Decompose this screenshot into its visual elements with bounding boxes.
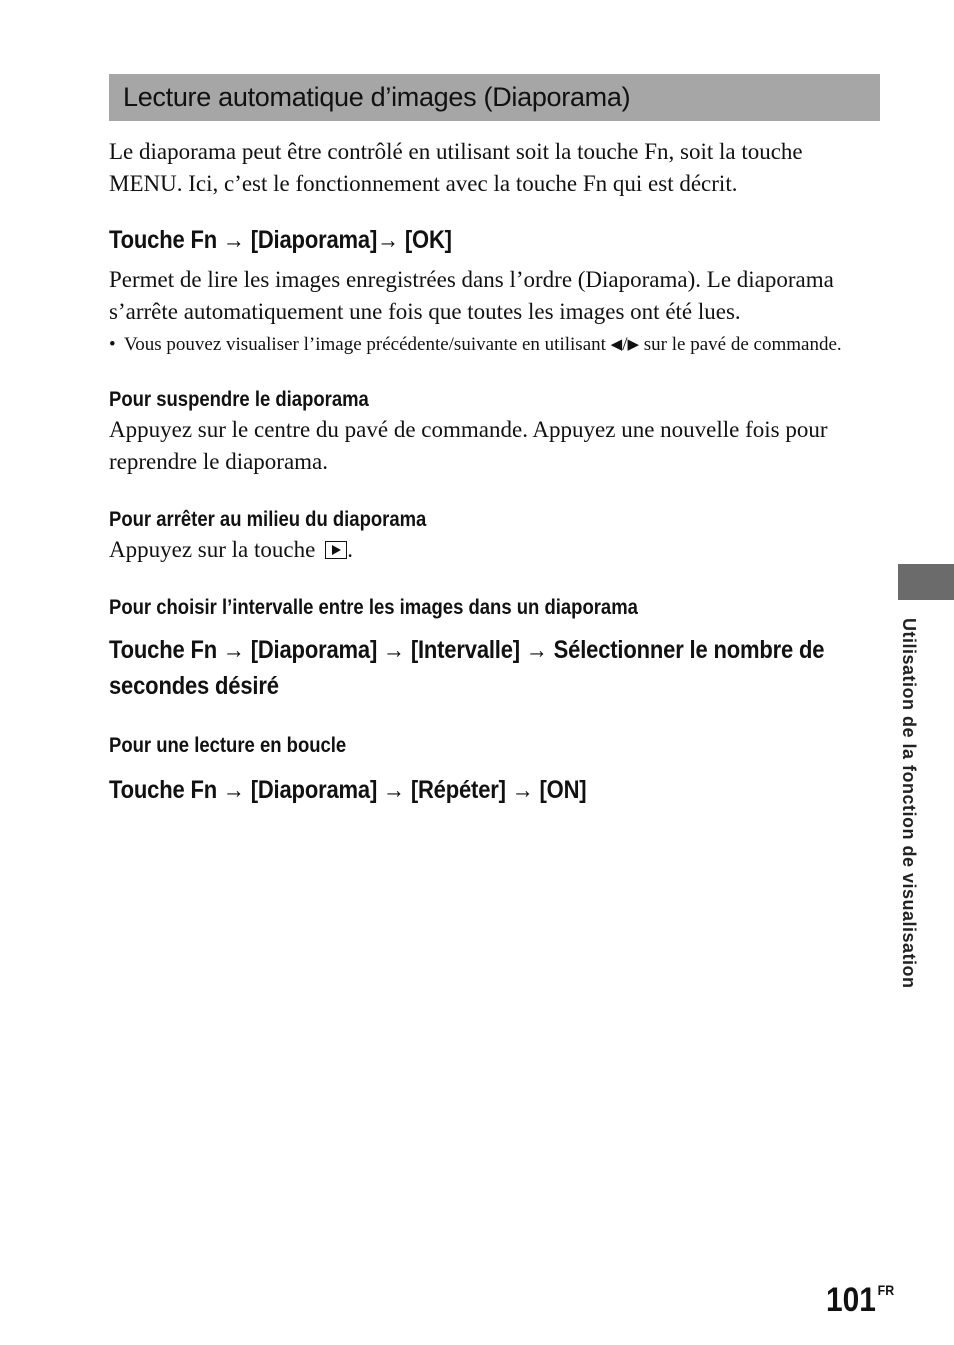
page-content bbox=[109, 136, 881, 808]
note-text-after: sur le pavé de commande. bbox=[639, 334, 842, 355]
repeat-heading: Pour une lecture en boucle bbox=[109, 734, 347, 757]
command-ok-heading: Touche Fn → [Diaporama]→ [OK] bbox=[109, 226, 452, 254]
note-bullet: • bbox=[109, 334, 116, 355]
interval-command: Touche Fn → [Diaporama] → [Intervalle] → Sélectionner le nombre de secondes désiré bbox=[109, 636, 825, 700]
description-paragraph: Permet de lire les images enregistrées dans l’ordre (Diaporama). Le diaporama s’arrête automatiquement une fois que toutes les images ont été lues. bbox=[109, 267, 834, 324]
side-label-container bbox=[896, 618, 922, 1048]
interval-heading: Pour choisir l’intervalle entre les images dans un diaporama bbox=[109, 596, 638, 619]
left-triangle-icon: ◀ bbox=[610, 337, 623, 353]
playback-button-icon bbox=[325, 541, 347, 559]
page-language-code: FR bbox=[877, 1282, 895, 1298]
chapter-side-label: Utilisation de la fonction de visualisation bbox=[899, 618, 919, 989]
stop-text-after: . bbox=[347, 537, 354, 562]
stop-text bbox=[109, 534, 881, 566]
page-number-value: 101 bbox=[826, 1281, 876, 1319]
pause-text: Appuyez sur le centre du pavé de commande. Appuyez une nouvelle fois pour reprendre le diaporama. bbox=[109, 417, 828, 474]
note-text-before: Vous pouvez visualiser l’image précédente/suivante en utilisant bbox=[124, 334, 611, 355]
note-slash: / bbox=[622, 334, 628, 355]
intro-paragraph: Le diaporama peut être contrôlé en utilisant soit la touche Fn, soit la touche MENU. Ici, c’est le fonctionnement avec la touche Fn qui est décrit. bbox=[109, 139, 803, 196]
stop-text-before: Appuyez sur la touche bbox=[109, 537, 316, 562]
pause-heading: Pour suspendre le diaporama bbox=[109, 388, 369, 411]
chapter-tab bbox=[898, 564, 954, 600]
section-title: Lecture automatique d’images (Diaporama) bbox=[109, 74, 880, 121]
page-number bbox=[826, 1270, 894, 1320]
stop-heading: Pour arrêter au milieu du diaporama bbox=[109, 508, 427, 531]
repeat-command: Touche Fn → [Diaporama] → [Répéter] → [ON] bbox=[109, 776, 587, 804]
right-triangle-icon: ▶ bbox=[627, 337, 640, 353]
navigation-note bbox=[109, 330, 881, 360]
